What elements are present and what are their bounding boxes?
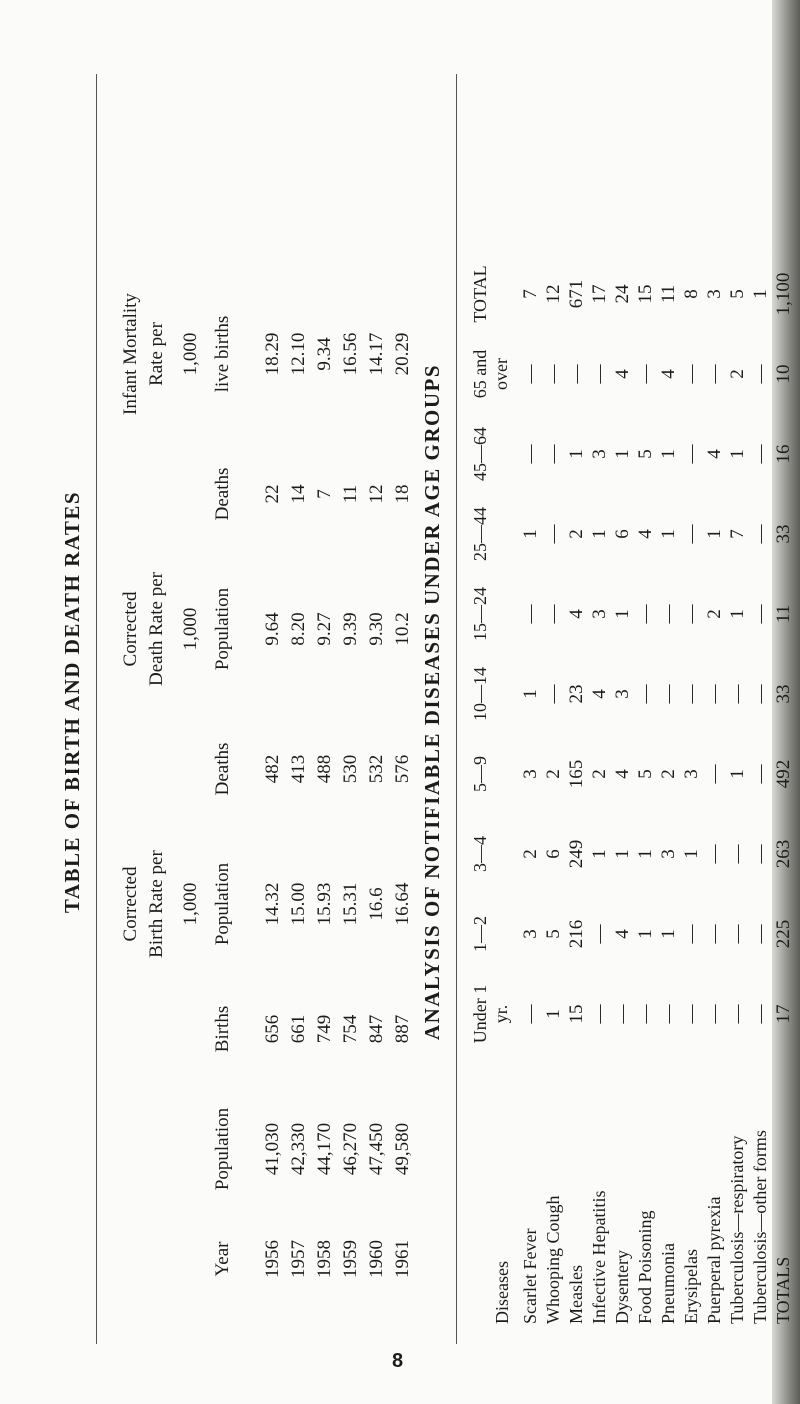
table1-cell-year: 1956 [262, 1240, 283, 1278]
table1-cell-births: 754 [340, 1014, 361, 1044]
disease-cell: — [750, 364, 771, 384]
disease-cell: — [520, 1004, 541, 1024]
table1-cell-birth_rate: 14.32 [262, 882, 283, 926]
disease-cell: 1 [704, 529, 725, 539]
disease-cell: — [727, 924, 748, 944]
disease-cell: — [750, 444, 771, 464]
disease-cell: 5 [635, 769, 656, 779]
disease-cell: — [704, 684, 725, 704]
disease-cell: 3 [589, 609, 610, 619]
table1-cell-births: 661 [288, 1014, 309, 1044]
disease-cell: 3 [681, 769, 702, 779]
table1-cell-death_rate: 10.2 [392, 612, 413, 646]
disease-cell: — [750, 764, 771, 784]
disease-cell: 23 [566, 684, 587, 704]
infant-deaths-header: Deaths [212, 467, 233, 521]
disease-cell: 3 [704, 289, 725, 299]
disease-cell: — [727, 844, 748, 864]
disease-cell: — [704, 844, 725, 864]
disease-cell: — [750, 604, 771, 624]
disease-cell: 4 [612, 929, 633, 939]
disease-cell: 2 [543, 769, 564, 779]
disease-cell: 33 [773, 524, 794, 544]
disease-name: Infective Hepatitis [589, 1190, 609, 1324]
table1-cell-year: 1957 [288, 1240, 309, 1278]
disease-cell: 5 [727, 289, 748, 299]
disease-name: Tuberculosis—respiratory [727, 1135, 747, 1324]
disease-name: Pneumonia [658, 1243, 678, 1324]
table1-cell-deaths: 482 [262, 754, 283, 784]
infant-sub1: 1,000 [180, 332, 201, 376]
disease-cell: — [681, 524, 702, 544]
disease-cell: — [750, 1004, 771, 1024]
disease-cell: 1 [566, 449, 587, 459]
death-rate-sub2: Population [212, 587, 233, 671]
infant-group-header: Infant Mortality Rate per [120, 293, 167, 415]
table1-cell-death_rate: 9.27 [314, 612, 335, 646]
disease-cell: 3 [589, 449, 610, 459]
disease-cell: — [658, 684, 679, 704]
age-group-header: 1—2 [470, 916, 490, 952]
disease-cell: — [658, 604, 679, 624]
table1-cell-population: 47,450 [366, 1122, 387, 1176]
age-group-header: Under 1 yr. [470, 984, 511, 1044]
disease-cell: — [704, 364, 725, 384]
disease-cell: 1 [727, 449, 748, 459]
disease-cell: — [750, 924, 771, 944]
disease-cell: 2 [658, 769, 679, 779]
table1-cell-population: 42,330 [288, 1122, 309, 1176]
disease-cell: 1 [727, 769, 748, 779]
disease-cell: 4 [704, 449, 725, 459]
table1-cell-infant_rate: 16.56 [340, 332, 361, 376]
disease-cell: 1 [635, 929, 656, 939]
table1-cell-birth_rate: 16.6 [366, 887, 387, 921]
table1-cell-population: 41,030 [262, 1122, 283, 1176]
disease-cell: 11 [658, 284, 679, 304]
disease-cell: 1 [589, 849, 610, 859]
disease-cell: 4 [612, 769, 633, 779]
disease-cell: 4 [612, 369, 633, 379]
disease-cell: 1 [612, 609, 633, 619]
disease-name: Scarlet Fever [520, 1228, 540, 1324]
disease-name: Whooping Cough [543, 1195, 563, 1324]
disease-cell: 8 [681, 289, 702, 299]
table1-cell-deaths: 413 [288, 754, 309, 784]
disease-cell: — [681, 684, 702, 704]
disease-cell: — [635, 684, 656, 704]
disease-cell: — [612, 1004, 633, 1024]
disease-cell: 225 [773, 919, 794, 949]
disease-cell: 5 [635, 449, 656, 459]
disease-cell: 1 [727, 609, 748, 619]
disease-name: Measles [566, 1265, 586, 1324]
table1-cell-infant_rate: 18.29 [262, 332, 283, 376]
disease-cell: — [750, 684, 771, 704]
disease-cell: 492 [773, 759, 794, 789]
table1-cell-year: 1958 [314, 1240, 335, 1278]
disease-cell: 216 [566, 919, 587, 949]
disease-cell: — [543, 524, 564, 544]
table1-cell-infant_rate: 12.10 [288, 332, 309, 376]
table1-cell-deaths: 576 [392, 754, 413, 784]
table1-cell-births: 847 [366, 1014, 387, 1044]
disease-cell: 4 [566, 609, 587, 619]
disease-cell: 1 [658, 929, 679, 939]
disease-cell: — [681, 1004, 702, 1024]
disease-cell: — [750, 844, 771, 864]
disease-cell: 3 [520, 769, 541, 779]
disease-cell: 1 [635, 849, 656, 859]
disease-cell: — [543, 684, 564, 704]
disease-cell: — [520, 364, 541, 384]
age-group-header: 45—64 [470, 427, 490, 481]
disease-cell: 15 [566, 1004, 587, 1024]
age-group-header: 5—9 [470, 756, 490, 792]
disease-cell: 33 [773, 684, 794, 704]
disease-cell: 4 [658, 369, 679, 379]
disease-cell: — [589, 1004, 610, 1024]
disease-cell: 6 [612, 529, 633, 539]
disease-cell: 12 [543, 284, 564, 304]
age-group-header: 3—4 [470, 836, 490, 872]
disease-cell: — [704, 764, 725, 784]
disease-cell: — [681, 924, 702, 944]
disease-cell: — [750, 524, 771, 544]
table1-cell-infant_deaths: 22 [262, 484, 283, 504]
disease-cell: 1 [750, 289, 771, 299]
table1-cell-birth_rate: 16.64 [392, 882, 413, 926]
age-group-header: 65 and over [470, 349, 511, 399]
table1-cell-deaths: 532 [366, 754, 387, 784]
disease-name: Food Poisoning [635, 1210, 655, 1324]
age-group-header: 15—24 [470, 587, 490, 641]
table1-cell-death_rate: 8.20 [288, 612, 309, 646]
disease-cell: 1 [658, 529, 679, 539]
age-group-header: 25—44 [470, 507, 490, 561]
disease-cell: 24 [612, 284, 633, 304]
disease-cell: — [589, 924, 610, 944]
table1-cell-population: 46,270 [340, 1122, 361, 1176]
disease-cell: — [566, 364, 587, 384]
disease-cell: 4 [635, 529, 656, 539]
table1-cell-year: 1959 [340, 1240, 361, 1278]
infant-sub2: live births [212, 315, 233, 393]
disease-name: Puerperal pyrexia [704, 1196, 724, 1324]
table1-cell-infant_deaths: 14 [288, 484, 309, 504]
disease-cell: 15 [635, 284, 656, 304]
disease-cell: — [520, 444, 541, 464]
disease-cell: 4 [589, 689, 610, 699]
disease-cell: 2 [520, 849, 541, 859]
table1-cell-death_rate: 9.30 [366, 612, 387, 646]
disease-cell: 7 [520, 289, 541, 299]
disease-cell: 2 [589, 769, 610, 779]
disease-cell: 7 [727, 529, 748, 539]
disease-cell: 1 [589, 529, 610, 539]
table1-cell-infant_rate: 20.29 [392, 332, 413, 376]
table1-cell-infant_deaths: 7 [314, 489, 335, 499]
disease-cell: 1 [520, 689, 541, 699]
disease-cell: — [635, 604, 656, 624]
disease-cell: 1 [543, 1009, 564, 1019]
disease-cell: 2 [727, 369, 748, 379]
disease-cell: — [543, 444, 564, 464]
death-rate-group-header: Corrected Death Rate per [120, 572, 167, 686]
year-header: Year [212, 1241, 233, 1277]
table1-cell-year: 1961 [392, 1240, 413, 1278]
diseases-header: Diseases [492, 1261, 512, 1324]
disease-cell: — [658, 1004, 679, 1024]
table1-cell-infant_rate: 14.17 [366, 332, 387, 376]
table1-cell-births: 887 [392, 1014, 413, 1044]
disease-cell: 5 [543, 929, 564, 939]
disease-cell: — [704, 1004, 725, 1024]
table1-cell-births: 749 [314, 1014, 335, 1044]
table1-cell-death_rate: 9.39 [340, 612, 361, 646]
table1-cell-year: 1960 [366, 1240, 387, 1278]
birth-rate-group-header: Corrected Birth Rate per [120, 850, 167, 958]
disease-cell: 263 [773, 839, 794, 869]
table1-cell-deaths: 488 [314, 754, 335, 784]
table1-title: TABLE OF BIRTH AND DEATH RATES [60, 490, 84, 914]
disease-cell: — [727, 684, 748, 704]
age-group-header: TOTAL [470, 265, 490, 323]
disease-cell: 3 [658, 849, 679, 859]
age-group-header: 10—14 [470, 667, 490, 721]
disease-cell: — [635, 364, 656, 384]
disease-cell: 1 [520, 529, 541, 539]
disease-cell: 3 [612, 689, 633, 699]
disease-cell: — [520, 604, 541, 624]
table1-cell-population: 44,170 [314, 1122, 335, 1176]
page-number: 8 [392, 1350, 404, 1372]
table1-cell-population: 49,580 [392, 1122, 413, 1176]
disease-cell: 671 [566, 279, 587, 309]
disease-cell: 1 [612, 449, 633, 459]
disease-cell: 1 [658, 449, 679, 459]
disease-cell: 165 [566, 759, 587, 789]
disease-name: Tuberculosis—other forms [750, 1130, 770, 1324]
table1-cell-birth_rate: 15.00 [288, 882, 309, 926]
disease-cell: 2 [704, 609, 725, 619]
disease-name: TOTALS [773, 1256, 793, 1324]
disease-cell: — [589, 364, 610, 384]
disease-cell: — [681, 604, 702, 624]
disease-cell: 17 [589, 284, 610, 304]
disease-cell: 3 [520, 929, 541, 939]
disease-cell: — [704, 924, 725, 944]
table1-cell-birth_rate: 15.31 [340, 882, 361, 926]
table1-cell-deaths: 530 [340, 754, 361, 784]
disease-cell: — [635, 1004, 656, 1024]
disease-cell: 1 [612, 849, 633, 859]
birth-rate-sub1: 1,000 [180, 882, 201, 926]
table1-rule [96, 74, 97, 1344]
disease-cell: — [681, 364, 702, 384]
disease-cell: 249 [566, 839, 587, 869]
table1-cell-infant_deaths: 12 [366, 484, 387, 504]
table1-cell-infant_rate: 9.34 [314, 337, 335, 371]
table1-cell-births: 656 [262, 1014, 283, 1044]
death-rate-sub1: 1,000 [180, 607, 201, 651]
disease-cell: — [681, 444, 702, 464]
deaths-header: Deaths [212, 742, 233, 796]
birth-rate-sub2: Population [212, 862, 233, 946]
disease-cell: — [543, 604, 564, 624]
table1-cell-infant_deaths: 18 [392, 484, 413, 504]
disease-name: Dysentery [612, 1250, 632, 1324]
disease-cell: 1,100 [773, 272, 794, 316]
disease-cell: 1 [681, 849, 702, 859]
disease-cell: 11 [773, 604, 794, 624]
disease-cell: 16 [773, 444, 794, 464]
births-header: Births [212, 1005, 233, 1053]
table1-cell-infant_deaths: 11 [340, 484, 361, 504]
table2-rule [456, 74, 457, 1344]
population-header: Population [212, 1107, 233, 1191]
disease-cell: 10 [773, 364, 794, 384]
disease-cell: 6 [543, 849, 564, 859]
disease-name: Erysipelas [681, 1249, 701, 1324]
table1-cell-death_rate: 9.64 [262, 612, 283, 646]
table1-cell-birth_rate: 15.93 [314, 882, 335, 926]
disease-cell: 17 [773, 1004, 794, 1024]
table2-title: ANALYSIS OF NOTIFIABLE DISEASES UNDER AGE GROUPS [420, 363, 444, 1041]
disease-cell: — [727, 1004, 748, 1024]
disease-cell: 2 [566, 529, 587, 539]
disease-cell: — [543, 364, 564, 384]
